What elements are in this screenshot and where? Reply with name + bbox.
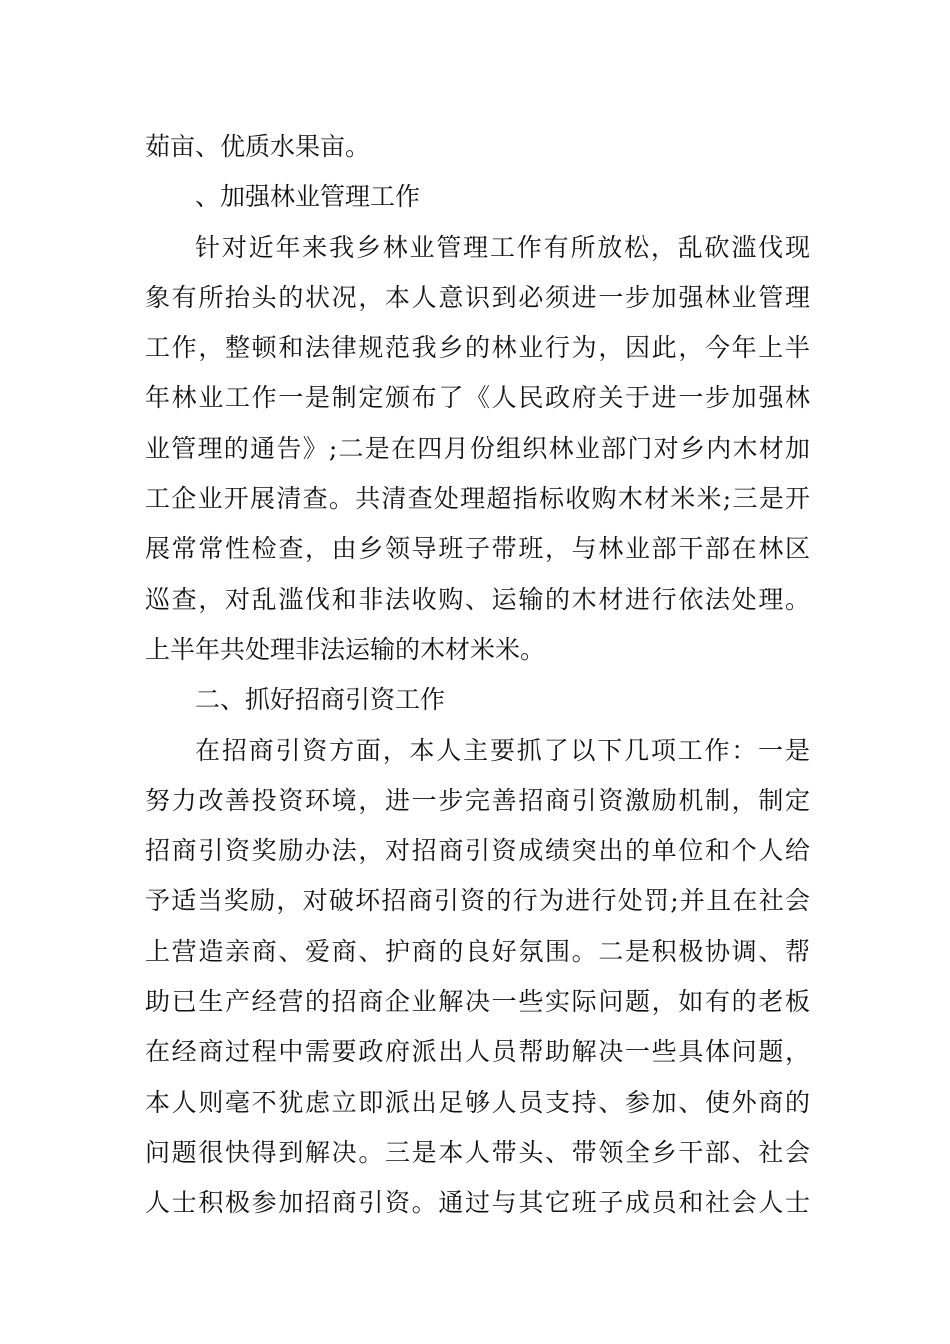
paragraph-line: 本人则毫不犹虑立即派出足够人员支持、参加、使外商的 [145,1087,810,1117]
paragraph-line: 上营造亲商、爱商、护商的良好氛围。二是积极协调、帮 [145,936,810,966]
paragraph-line: 展常常性检查，由乡领导班子带班，与林业部干部在林区 [145,534,810,564]
paragraph-line: 在招商引资方面，本人主要抓了以下几项工作：一是 [195,735,810,765]
document-body [145,122,810,1229]
paragraph-line: 在经商过程中需要政府派出人员帮助解决一些具体问题， [145,1037,810,1067]
paragraph-line: 招商引资奖励办法，对招商引资成绩突出的单位和个人给 [145,836,810,866]
paragraph-line: 助已生产经营的招商企业解决一些实际问题，如有的老板 [145,987,810,1017]
paragraph-line: 象有所抬头的状况，本人意识到必须进一步加强林业管理 [145,282,810,312]
paragraph-line: 努力改善投资环境，进一步完善招商引资激励机制，制定 [145,785,810,815]
paragraph-line: 业管理的通告》;二是在四月份组织林业部门对乡内木材加 [145,433,810,463]
paragraph-line: 巡查，对乱滥伐和非法收购、运输的木材进行依法处理。 [145,584,810,614]
paragraph-line: 年林业工作一是制定颁布了《人民政府关于进一步加强林 [145,383,810,413]
paragraph-line: 工企业开展清查。共清查处理超指标收购木材米米;三是开 [145,484,810,514]
paragraph-line: 予适当奖励，对破坏招商引资的行为进行处罚;并且在社会 [145,886,810,916]
paragraph-line: 问题很快得到解决。三是本人带头、带领全乡干部、社会 [145,1137,810,1167]
paragraph-line: 针对近年来我乡林业管理工作有所放松，乱砍滥伐现 [195,232,810,262]
section-heading: 二、抓好招商引资工作 [195,685,446,715]
section-heading: 、加强林业管理工作 [195,182,421,212]
paragraph-line: 工作，整顿和法律规范我乡的林业行为，因此，今年上半 [145,333,810,363]
paragraph-line: 人士积极参加招商引资。通过与其它班子成员和社会人士 [145,1188,810,1218]
paragraph-line: 上半年共处理非法运输的木材米米。 [145,634,546,664]
paragraph-line: 茹亩、优质水果亩。 [145,132,371,161]
